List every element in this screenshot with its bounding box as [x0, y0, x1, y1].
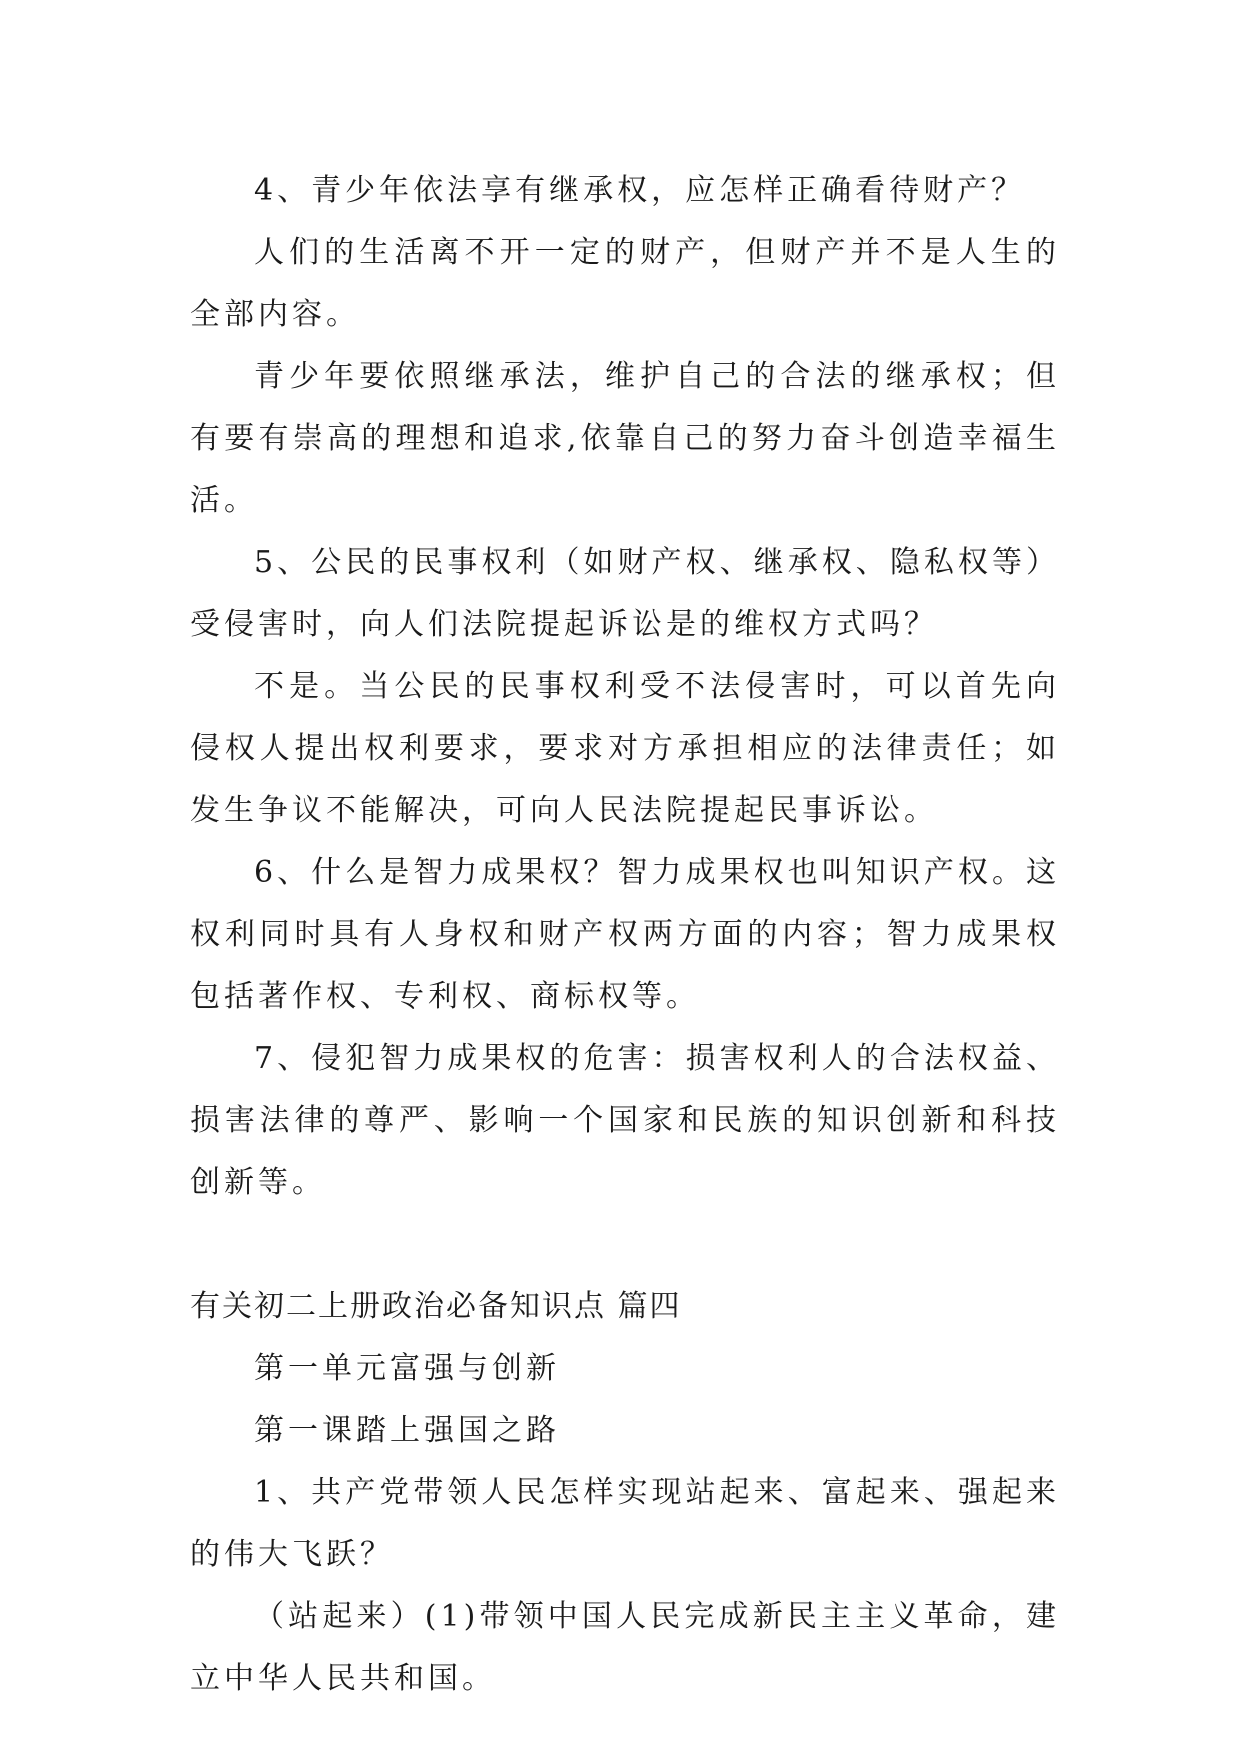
paragraph-q4-answer-2: 青少年要依照继承法，维护自己的合法的继承权；但有要有崇高的理想和追求,依靠自己的努力奋斗创造幸福生活。	[190, 359, 1060, 518]
paragraph-q5-answer: 不是。当公民的民事权利受不法侵害时，可以首先向侵权人提出权利要求，要求对方承担相应的法律责任；如发生争议不能解决，可向人民法院提起民事诉讼。	[190, 669, 1060, 828]
lesson-title: 第一课踏上强国之路	[254, 1413, 560, 1448]
paragraph-s1: 1、共产党带领人民怎样实现站起来、富起来、强起来的伟大飞跃？	[190, 1475, 1060, 1572]
paragraph-q5: 5、公民的民事权利（如财产权、继承权、隐私权等）受侵害时，向人们法院提起诉讼是的维权方式吗？	[190, 545, 1060, 642]
paragraph-q6: 6、什么是智力成果权？智力成果权也叫知识产权。这权利同时具有人身权和财产权两方面的内容；智力成果权包括著作权、专利权、商标权等。	[190, 855, 1060, 1014]
unit-title: 第一单元富强与创新	[254, 1351, 560, 1386]
paragraph-q4-answer-1: 人们的生活离不开一定的财产，但财产并不是人生的全部内容。	[190, 235, 1060, 332]
paragraph-s1-answer: （站起来）(1)带领中国人民完成新民主主义革命，建立中华人民共和国。	[190, 1599, 1060, 1696]
paragraph-q4: 4、青少年依法享有继承权，应怎样正确看待财产？	[254, 173, 1026, 208]
document-body	[190, 160, 1060, 1710]
paragraph-q7: 7、侵犯智力成果权的危害：损害权利人的合法权益、损害法律的尊严、影响一个国家和民族的知识创新和科技创新等。	[190, 1041, 1060, 1200]
section-heading: 有关初二上册政治必备知识点 篇四	[190, 1289, 682, 1324]
